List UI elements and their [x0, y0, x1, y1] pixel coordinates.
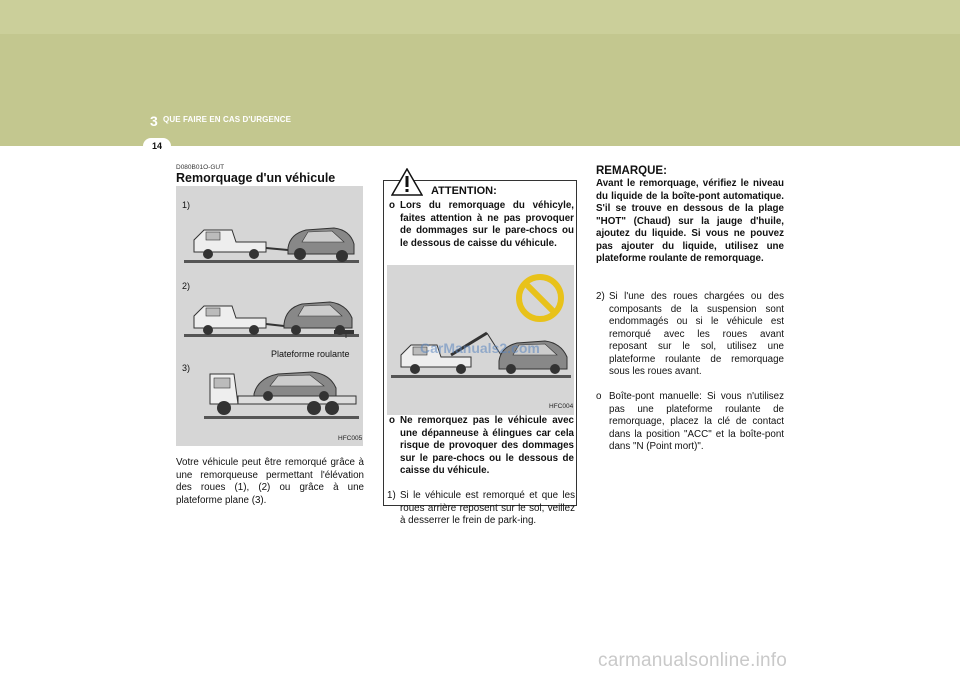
list-text: Si l'une des roues chargées ou des composants de la suspension sont endommagés ou si le véhicule est remorqué avec les roues avant reposant sur le sol, utilisez une plateforme roulante de remorquage sous les roues avant.: [609, 291, 784, 377]
warning-item-1: [389, 200, 574, 250]
figure-label-1: 1): [182, 200, 191, 210]
figure-code: HFC004: [549, 403, 574, 410]
warning-text: Lors du remorquage du véhicyle, faites attention à ne pas provoquer de dommages sur le pare-chocs ou le dessous de caisse du véhicule.: [400, 200, 574, 249]
list-marker: 1): [387, 490, 396, 501]
remark-text: Avant le remorquage, vérifiez le niveau du liquide de la boîte-pont automatique. S'il se trouve en dessous de la plage "HOT" (Chaud) sur la jauge d'huile, ajoutez du liquide. Si vous ne pouvez pas ajouter du liquide, utilisez une plateforme roulante de remorquage.: [596, 178, 784, 264]
warning-text: Ne remorquez pas le véhicule avec une dépanneuse à élingues car cela risque de provoquer des dommages sur le pare-chocs ou le dessous de caisse du véhicule.: [400, 415, 574, 476]
header-strip: [0, 34, 960, 146]
chapter-number: 3: [150, 113, 158, 129]
towing-methods-figure: [176, 186, 363, 446]
flatbed-tow-illustration: [204, 364, 359, 420]
list-text: Si le véhicule est remorqué et que les roues arrière reposent sur le sol, veillez à desserrer le frein de park-ing.: [400, 490, 575, 526]
list-item-1: [387, 490, 575, 528]
list-text: Boîte-pont manuelle: Si vous n'utilisez pas une plateforme roulante de remorquage, placez la clé de contact dans la position "ACC" et la boîte-pont dans "N (Point mort)".: [609, 391, 784, 452]
warning-title: ATTENTION:: [431, 185, 497, 197]
site-watermark: CarManuals2.com: [420, 340, 540, 356]
prohibition-icon: [515, 273, 565, 323]
list-marker: 2): [596, 291, 605, 302]
warning-triangle-icon: [391, 168, 423, 196]
list-item-2: [596, 291, 784, 379]
list-marker: o: [596, 391, 602, 402]
footer-watermark: carmanualsonline.info: [598, 650, 788, 671]
warning-bullet: o: [389, 415, 395, 426]
figure-label-2: 2): [182, 281, 191, 291]
section-title: Remorquage d'un véhicule: [176, 171, 336, 185]
remark-title: REMARQUE:: [596, 165, 667, 177]
list-item-manual: [596, 391, 784, 454]
section-code: D080B01O-GUT: [176, 164, 225, 171]
warning-item-2: [389, 415, 574, 478]
figure-label-3: 3): [182, 363, 191, 373]
dolly-annotation: Plateforme roulante: [271, 349, 350, 359]
page-number: 14: [143, 138, 171, 154]
wheel-lift-tow-illustration: [184, 212, 359, 264]
towing-paragraph: Votre véhicule peut être remorqué grâce à une remorqueuse permettant l'élévation des roues (1), (2) ou grâce à une plateforme plane (3).: [176, 457, 364, 506]
chapter-title: QUE FAIRE EN CAS D'URGENCE: [163, 115, 292, 124]
figure-code: HFC005: [338, 435, 363, 442]
dolly-tow-illustration: [184, 294, 359, 338]
warning-bullet: o: [389, 200, 395, 211]
